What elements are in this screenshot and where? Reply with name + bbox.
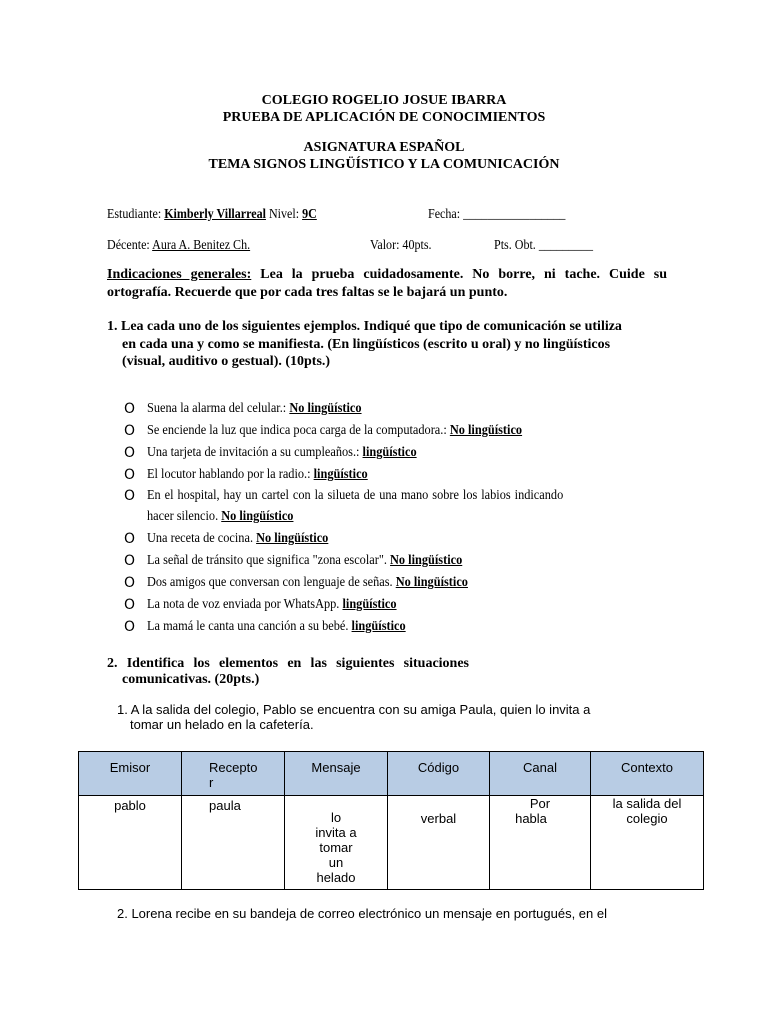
list-item: La nota de voz enviada por WhatsApp. lingüístico bbox=[147, 597, 397, 612]
header-receptor: Recepto r bbox=[182, 752, 285, 796]
question2-line2: comunicativas. (20pts.) bbox=[122, 672, 260, 687]
bullet-icon: O bbox=[124, 619, 136, 635]
instructions-line2: ortografía. Recuerde que por cada tres faltas se le bajará un punto. bbox=[107, 285, 508, 300]
list-item: En el hospital, hay un cartel con la silueta de una mano sobre los labios indicando bbox=[147, 488, 564, 503]
points-field bbox=[494, 238, 593, 254]
student-label: Estudiante: bbox=[107, 207, 162, 222]
list-item: Una tarjeta de invitación a su cumpleaños.: lingüístico bbox=[147, 445, 417, 460]
header-contexto: Contexto bbox=[591, 752, 704, 796]
question1-line1: 1. Lea cada uno de los siguientes ejemplos. Indiqué que tipo de comunicación se utiliza bbox=[107, 319, 622, 334]
situation1-line2: tomar un helado en la cafetería. bbox=[130, 717, 314, 732]
bullet-icon: O bbox=[124, 467, 136, 483]
topic-title: TEMA SIGNOS LINGÜÍSTICO Y LA COMUNICACIÓN bbox=[208, 157, 560, 172]
date-value: _________________ bbox=[463, 207, 566, 222]
student-name: Kimberly Villarreal bbox=[164, 207, 266, 222]
bullet-icon: O bbox=[124, 423, 136, 439]
teacher-label: Décente: bbox=[107, 238, 150, 253]
points-value: _________ bbox=[538, 238, 594, 253]
question1-line3: (visual, auditivo o gestual). (10pts.) bbox=[122, 354, 331, 369]
list-item: La mamá le canta una canción a su bebé. lingüístico bbox=[147, 619, 406, 634]
bullet-icon: O bbox=[124, 531, 136, 547]
situation1-line1: 1. A la salida del colegio, Pablo se encuentra con su amiga Paula, quien lo invita a bbox=[117, 702, 591, 717]
situation1 bbox=[117, 702, 590, 732]
table-header-row bbox=[79, 752, 704, 796]
bullet-icon: O bbox=[124, 488, 136, 504]
teacher-row bbox=[107, 238, 250, 254]
list-item: Dos amigos que conversan con lenguaje de señas. No lingüístico bbox=[147, 575, 468, 590]
list-item: Una receta de cocina. No lingüístico bbox=[147, 531, 329, 546]
points-label: Pts. Obt. bbox=[494, 238, 536, 253]
list-item: El locutor hablando por la radio.: lingüístico bbox=[147, 467, 368, 482]
list-item: Se enciende la luz que indica poca carga de la computadora.: No lingüístico bbox=[147, 423, 523, 438]
list-item: Suena la alarma del celular.: No lingüístico bbox=[147, 401, 362, 416]
level-label: Nivel: bbox=[268, 207, 300, 222]
table-row bbox=[79, 796, 704, 890]
value-label: Valor: 40pts. bbox=[370, 238, 432, 253]
question2-line1: 2. Identifica los elementos en las siguientes situaciones bbox=[107, 656, 469, 671]
general-instructions bbox=[107, 266, 667, 302]
instructions-label: Indicaciones generales: bbox=[107, 267, 252, 282]
test-title: PRUEBA DE APLICACIÓN DE CONOCIMIENTOS bbox=[222, 110, 546, 125]
bullet-icon: O bbox=[124, 553, 136, 569]
cell-receptor: paula bbox=[182, 796, 285, 890]
level-value: 9C bbox=[302, 207, 317, 222]
subject-title: ASIGNATURA ESPAÑOL bbox=[303, 140, 465, 155]
bullet-icon: O bbox=[124, 575, 136, 591]
date-label: Fecha: bbox=[428, 207, 461, 222]
header-emisor: Emisor bbox=[79, 752, 182, 796]
cell-canal: Por habla bbox=[490, 796, 591, 890]
list-item: La señal de tránsito que significa "zona escolar". No lingüístico bbox=[147, 553, 463, 568]
student-row bbox=[107, 207, 317, 223]
cell-codigo: verbal bbox=[388, 796, 490, 890]
instructions-line1: Lea la prueba cuidadosamente. No borre, ni tache. Cuide su bbox=[260, 267, 667, 282]
bullet-icon: O bbox=[124, 401, 136, 417]
list-item-continuation: hacer silencio. No lingüístico bbox=[147, 509, 294, 524]
question1-line2: en cada una y como se manifiesta. (En lingüísticos (escrito u oral) y no lingüísticos bbox=[122, 337, 611, 352]
header-canal: Canal bbox=[490, 752, 591, 796]
communication-elements-table bbox=[78, 751, 704, 890]
school-name: COLEGIO ROGELIO JOSUE IBARRA bbox=[261, 93, 507, 108]
cell-mensaje: lo invita a tomar un helado bbox=[285, 796, 388, 890]
teacher-name: Aura A. Benitez Ch. bbox=[152, 238, 251, 253]
cell-emisor: pablo bbox=[79, 796, 182, 890]
header-mensaje: Mensaje bbox=[285, 752, 388, 796]
bullet-icon: O bbox=[124, 445, 136, 461]
date-field bbox=[428, 207, 565, 223]
bullet-icon: O bbox=[124, 597, 136, 613]
situation2: 2. Lorena recibe en su bandeja de correo electrónico un mensaje en portugués, en el bbox=[117, 906, 607, 921]
cell-contexto: la salida del colegio bbox=[591, 796, 704, 890]
header-codigo: Código bbox=[388, 752, 490, 796]
